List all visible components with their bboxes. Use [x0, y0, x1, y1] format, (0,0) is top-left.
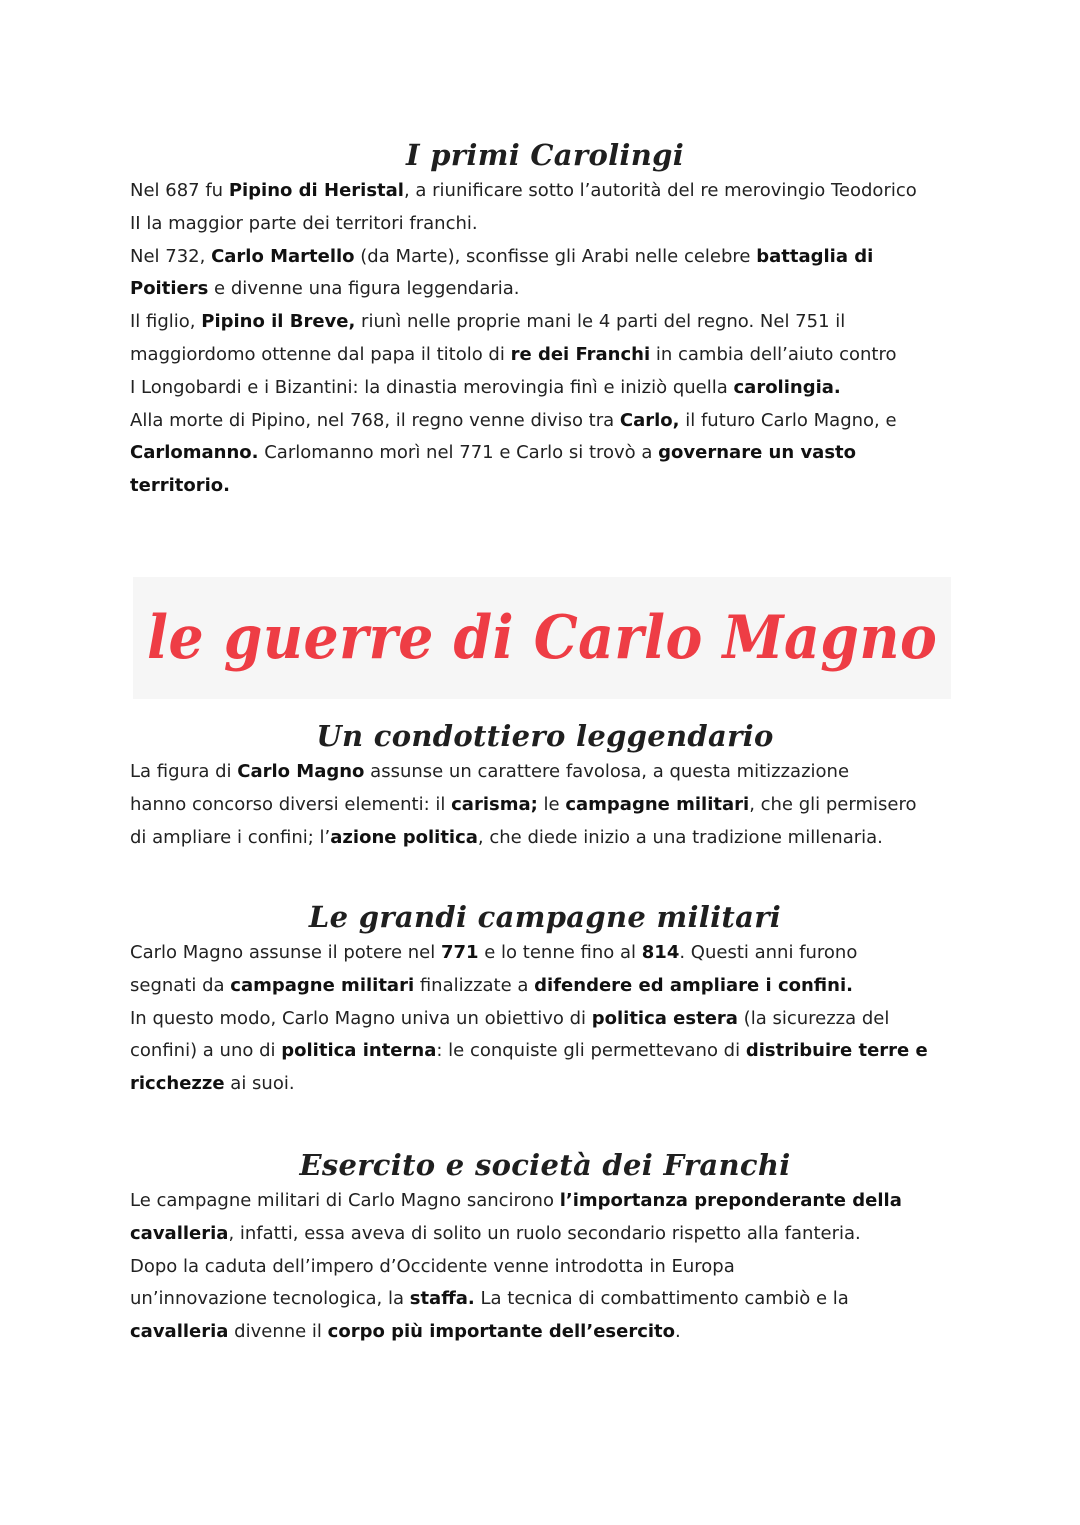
bold-text: politica estera — [591, 1007, 738, 1029]
text-run: Dopo la caduta dell’impero d’Occidente venne introdotta in Europa — [130, 1255, 735, 1277]
bold-text: cavalleria — [130, 1222, 229, 1244]
bold-text: 814 — [641, 942, 680, 963]
section-title: Le grandi campagne militari — [308, 900, 782, 934]
section-body — [130, 1185, 960, 1349]
text-run: . Questi anni furono — [679, 942, 858, 963]
section-esercito-societa — [130, 1145, 960, 1349]
text-line — [130, 970, 960, 1003]
text-run: un’innovazione tecnologica, la — [130, 1288, 410, 1310]
text-run: Carlomanno morì nel 771 e Carlo si trovò a — [258, 442, 659, 464]
text-line — [130, 1035, 960, 1068]
text-run: . — [675, 1321, 681, 1343]
banner — [133, 577, 951, 699]
text-line — [130, 937, 960, 970]
text-run: Nel 687 fu — [130, 180, 229, 201]
text-line — [130, 1316, 960, 1349]
text-run: Il figlio, — [130, 311, 202, 333]
text-run: La tecnica di combattimento cambiò e la — [474, 1288, 849, 1310]
bold-text: difendere ed ampliare i confini. — [534, 974, 853, 996]
bold-text: Pipino di Heristal — [228, 180, 404, 201]
section-body — [130, 756, 960, 854]
section-title: Esercito e società dei Franchi — [299, 1148, 791, 1182]
bold-text: l’importanza preponderante della — [559, 1190, 902, 1211]
text-line — [130, 372, 960, 405]
bold-text: Poitiers — [130, 278, 209, 300]
text-run: finalizzate a — [414, 974, 535, 996]
bold-text: Carlo, — [619, 409, 680, 431]
section-body — [130, 937, 960, 1101]
text-run: : le conquiste gli permettevano di — [436, 1040, 746, 1062]
bold-text: carolingia. — [733, 376, 841, 398]
bold-text: battaglia di — [756, 245, 874, 267]
text-line — [130, 208, 960, 241]
section-title: I primi Carolingi — [405, 138, 685, 172]
text-line — [130, 822, 960, 855]
text-run: e lo tenne fino al — [478, 942, 642, 963]
bold-text: governare un vasto — [658, 442, 857, 464]
text-line — [130, 306, 960, 339]
text-run: , infatti, essa aveva di solito un ruolo secondario rispetto alla fanteria. — [228, 1222, 861, 1244]
section-title: Un condottiero leggendario — [316, 719, 774, 753]
section-condottiero-leggendario — [130, 716, 960, 854]
bold-text: corpo più importante dell’esercito — [327, 1321, 676, 1343]
text-line — [130, 756, 960, 789]
text-run: segnati da — [130, 974, 231, 996]
text-run: ai suoi. — [224, 1073, 295, 1095]
text-run: confini) a uno di — [130, 1040, 282, 1062]
bold-text: ricchezze — [130, 1073, 225, 1095]
text-run: divenne il — [228, 1321, 328, 1343]
text-line — [130, 789, 960, 822]
bold-text: 771 — [440, 942, 479, 963]
bold-text: Pipino il Breve, — [201, 311, 356, 333]
text-run: II la maggior parte dei territori franchi. — [130, 212, 478, 234]
bold-text: campagne militari — [565, 793, 750, 815]
text-run: e divenne una figura leggendaria. — [208, 278, 520, 300]
bold-text: re dei Franchi — [510, 343, 651, 365]
text-run: il futuro Carlo Magno, e — [679, 409, 897, 431]
text-line — [130, 241, 960, 274]
text-run: le — [537, 793, 566, 815]
text-line — [130, 339, 960, 372]
text-run: di ampliare i confini; l’ — [130, 826, 331, 848]
text-line — [130, 175, 960, 208]
text-line — [130, 1283, 960, 1316]
text-run: La figura di — [130, 761, 238, 782]
banner-title: le guerre di Carlo Magno — [146, 603, 938, 673]
bold-text: Carlomanno. — [130, 442, 259, 464]
text-run: , che diede inizio a una tradizione millenaria. — [477, 826, 883, 848]
bold-text: Carlo Magno — [237, 761, 365, 782]
text-run: Carlo Magno assunse il potere nel — [130, 942, 441, 963]
text-line — [130, 1068, 960, 1101]
bold-text: staffa. — [409, 1288, 475, 1310]
text-run: hanno concorso diversi elementi: il — [130, 793, 452, 815]
text-line — [130, 1185, 960, 1218]
text-run: In questo modo, Carlo Magno univa un obiettivo di — [130, 1007, 592, 1029]
bold-text: territorio. — [130, 475, 230, 497]
text-line — [130, 1003, 960, 1036]
text-run: in cambia dell’aiuto contro — [650, 343, 897, 365]
text-run: riunì nelle proprie mani le 4 parti del regno. Nel 751 il — [355, 311, 846, 333]
section-body — [130, 175, 960, 503]
bold-text: politica interna — [281, 1040, 437, 1062]
bold-text: distribuire terre e — [745, 1040, 928, 1062]
text-line — [130, 273, 960, 306]
text-line — [130, 470, 960, 503]
text-run: (la sicurezza del — [737, 1007, 890, 1029]
bold-text: cavalleria — [130, 1321, 229, 1343]
text-run: I Longobardi e i Bizantini: la dinastia merovingia finì e iniziò quella — [130, 376, 734, 398]
text-run: , che gli permisero — [749, 793, 917, 815]
text-run: (da Marte), sconfisse gli Arabi nelle celebre — [354, 245, 757, 267]
text-line — [130, 1218, 960, 1251]
section-grandi-campagne — [130, 897, 960, 1101]
text-run: Nel 732, — [130, 245, 212, 267]
section-primi-carolingi — [130, 135, 960, 503]
text-run: Alla morte di Pipino, nel 768, il regno venne diviso tra — [130, 409, 620, 431]
text-line — [130, 437, 960, 470]
text-run: Le campagne militari di Carlo Magno sancirono — [130, 1190, 560, 1211]
bold-text: Carlo Martello — [211, 245, 355, 267]
text-run: maggiordomo ottenne dal papa il titolo di — [130, 343, 511, 365]
text-run: assunse un carattere favolosa, a questa mitizzazione — [364, 761, 850, 782]
bold-text: campagne militari — [230, 974, 415, 996]
bold-text: carisma; — [451, 793, 538, 815]
text-line — [130, 405, 960, 438]
text-run: , a riunificare sotto l’autorità del re merovingio Teodorico — [403, 180, 917, 201]
bold-text: azione politica — [330, 826, 478, 848]
text-line — [130, 1251, 960, 1284]
